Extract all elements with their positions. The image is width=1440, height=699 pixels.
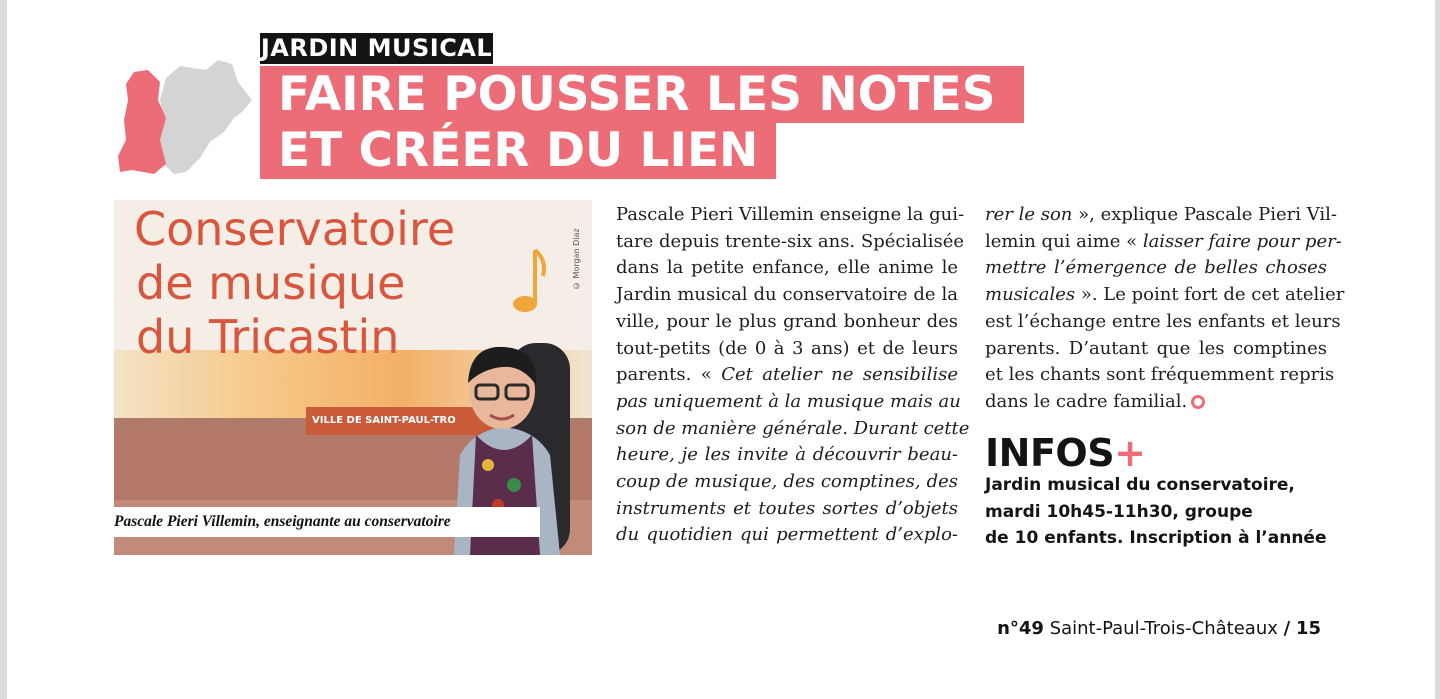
article-column-1 (616, 202, 970, 549)
article-text: parents. « (616, 364, 722, 386)
article-line: et les chants sont fréquemment repris (985, 364, 1335, 386)
photo-sign-line-3: du Tricastin (136, 310, 400, 364)
infos-title-text: INFOS (985, 431, 1115, 475)
map-highlight-area (118, 70, 166, 174)
map-gray-area (158, 60, 252, 174)
photo-sign-line-1: Conservatoire (134, 202, 456, 256)
article-line: heure, je les invite à découvrir beau- (616, 444, 958, 466)
headline-line-1: FAIRE POUSSER LES NOTES (260, 66, 1024, 123)
page-edge-left (0, 0, 7, 699)
photo-sign-line-2: de musique (136, 256, 406, 310)
infos-title (985, 430, 1145, 476)
photo-caption: Pascale Pieri Villemin, enseignante au conservatoire (114, 507, 540, 537)
footer-city: Saint-Paul-Trois-Châteaux (1049, 618, 1278, 639)
quote-text: musicales (985, 284, 1076, 306)
page-footer (997, 616, 1321, 642)
article-line: ville, pour le plus grand bonheur des (616, 310, 958, 332)
article-line: tare depuis trente-six ans. Spécialisée (616, 230, 965, 252)
article-line (985, 229, 1342, 256)
end-mark-icon (1191, 395, 1205, 409)
article-line: tout-petits (de 0 à 3 ans) et de leurs (616, 337, 958, 359)
article-text: », explique Pascale Pieri Vil- (1072, 204, 1337, 225)
article-line: Pascale Pieri Villemin enseigne la gui- (616, 204, 965, 225)
region-map-icon (114, 60, 254, 178)
quote-text: Cet atelier ne sensibilise (721, 364, 958, 386)
article-line: parents. D’autant que les comptines (985, 337, 1327, 359)
article-line (616, 362, 958, 389)
issue-number: n°49 (997, 618, 1044, 639)
article-line (985, 389, 1327, 416)
article-text: ». Le point fort de cet atelier (1075, 284, 1345, 306)
article-column-2 (985, 202, 1345, 416)
photo-sign-text (134, 202, 455, 364)
footer-separator: / (1283, 618, 1291, 639)
plus-icon: + (1114, 431, 1146, 475)
quote-text: rer le son (985, 204, 1073, 225)
section-kicker: JARDIN MUSICAL (260, 34, 493, 62)
article-line: Jardin musical du conservatoire de la (616, 284, 958, 306)
article-line: son de manière générale. Durant cette (616, 417, 970, 439)
quote-text: laisser faire pour per- (1142, 230, 1342, 252)
article-line (985, 282, 1345, 309)
infos-body (985, 472, 1327, 552)
infos-line: mardi 10h45-11h30, groupe (985, 501, 1253, 522)
article-line: dans la petite enfance, elle anime le (616, 257, 958, 279)
infos-line: Jardin musical du conservatoire, (985, 475, 1295, 495)
article-text: dans le cadre familial. (985, 390, 1188, 412)
article-line (985, 202, 1337, 229)
headline-line-2: ET CRÉER DU LIEN (260, 122, 776, 179)
article-line: est l’échange entre les enfants et leurs (985, 310, 1341, 332)
page-number: 15 (1295, 618, 1321, 639)
article-photo (114, 200, 592, 555)
article-line: mettre l’émergence de belles choses (985, 257, 1327, 279)
infos-line: de 10 enfants. Inscription à l’année (985, 528, 1327, 548)
page-edge-right (1435, 0, 1440, 699)
article-line: pas uniquement à la musique mais au (616, 390, 961, 412)
article-text: lemin qui aime « (985, 230, 1143, 252)
music-note-icon (509, 246, 549, 316)
article-line: du quotidien qui permettent d’explo- (616, 524, 958, 546)
article-line: coup de musique, des comptines, des (616, 471, 958, 493)
photo-credit: © Morgan Diaz (572, 228, 581, 290)
article-line: instruments et toutes sortes d’objets (616, 497, 958, 519)
photo-ville-sign: VILLE DE SAINT-PAUL-TRO (306, 407, 492, 435)
